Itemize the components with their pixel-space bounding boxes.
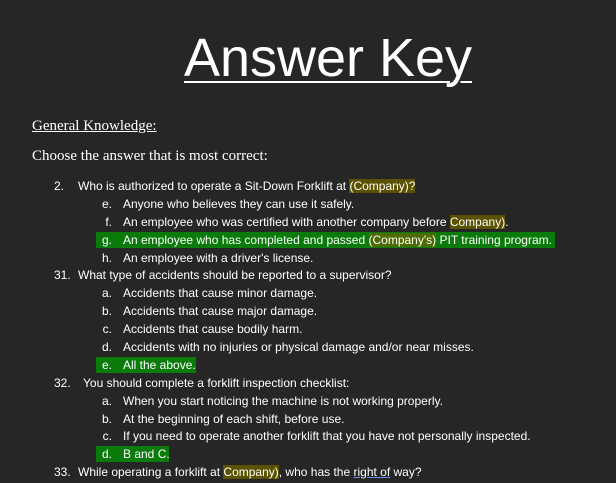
question-text: What type of accidents should be reported to a supervisor?	[78, 268, 392, 282]
answer-text	[123, 232, 552, 248]
answer-text-part: An employee who was certified with another company before	[123, 215, 450, 229]
answer-letter: g.	[101, 233, 112, 247]
section-heading: General Knowledge:	[32, 118, 157, 134]
question-text	[78, 178, 415, 194]
instructions: Choose the answer that is most correct:	[32, 148, 268, 164]
answer-text: Accidents with no injuries or physical damage and/or near misses.	[123, 340, 474, 354]
answer-text: Anyone who believes they can use it safely.	[123, 197, 355, 211]
question-text-part: Who is authorized to operate a Sit-Down Forklift at	[78, 179, 350, 193]
answer-letter: f.	[105, 215, 112, 229]
question-number: 2.	[54, 179, 65, 193]
answer-text: An employee with a driver's license.	[123, 251, 314, 265]
answer-text: When you start noticing the machine is not working properly.	[123, 394, 443, 408]
highlight-company: Company)	[449, 215, 506, 229]
question-number: 32.	[54, 376, 71, 390]
page-title: Answer Key	[183, 28, 473, 88]
answer-text	[123, 214, 509, 230]
question-text-part: While operating a forklift at	[78, 465, 224, 479]
question-text-part: way?	[390, 465, 422, 479]
highlight-company: (Company's)	[368, 233, 437, 247]
answer-text: Accidents that cause bodily harm.	[123, 322, 303, 336]
answer-letter: b.	[101, 304, 112, 318]
question-text	[78, 464, 422, 480]
question-text: You should complete a forklift inspection checklist:	[83, 376, 350, 390]
highlight-company: (Company)?	[349, 179, 416, 193]
answer-text: All the above.	[123, 358, 196, 372]
answer-letter: a.	[101, 286, 112, 300]
answer-text-part: .	[505, 215, 509, 229]
answer-letter: d.	[101, 447, 112, 461]
answer-text: Accidents that cause major damage.	[123, 304, 318, 318]
question-number: 31.	[54, 268, 71, 282]
answer-text: At the beginning of each shift, before use.	[123, 412, 345, 426]
answer-letter: a.	[101, 394, 112, 408]
answer-text-part: An employee who has completed and passed	[123, 233, 369, 247]
answer-letter: b.	[101, 412, 112, 426]
answer-text: Accidents that cause minor damage.	[123, 286, 318, 300]
answer-letter: c.	[102, 322, 112, 336]
answer-text-part: PIT training program.	[436, 233, 552, 247]
answer-text: B and C.	[123, 447, 170, 461]
question-text-part: , who has the	[278, 465, 354, 479]
spellcheck-underline: right of	[353, 465, 391, 479]
highlight-company: Company)	[223, 465, 279, 479]
answer-letter: c.	[102, 429, 112, 443]
answer-letter: e.	[101, 197, 112, 211]
answer-letter: e.	[101, 358, 112, 372]
question-number: 33.	[54, 465, 71, 479]
answer-letter: d.	[101, 340, 112, 354]
answer-letter: h.	[101, 251, 112, 265]
answer-text: If you need to operate another forklift that you have not personally inspected.	[123, 429, 531, 443]
